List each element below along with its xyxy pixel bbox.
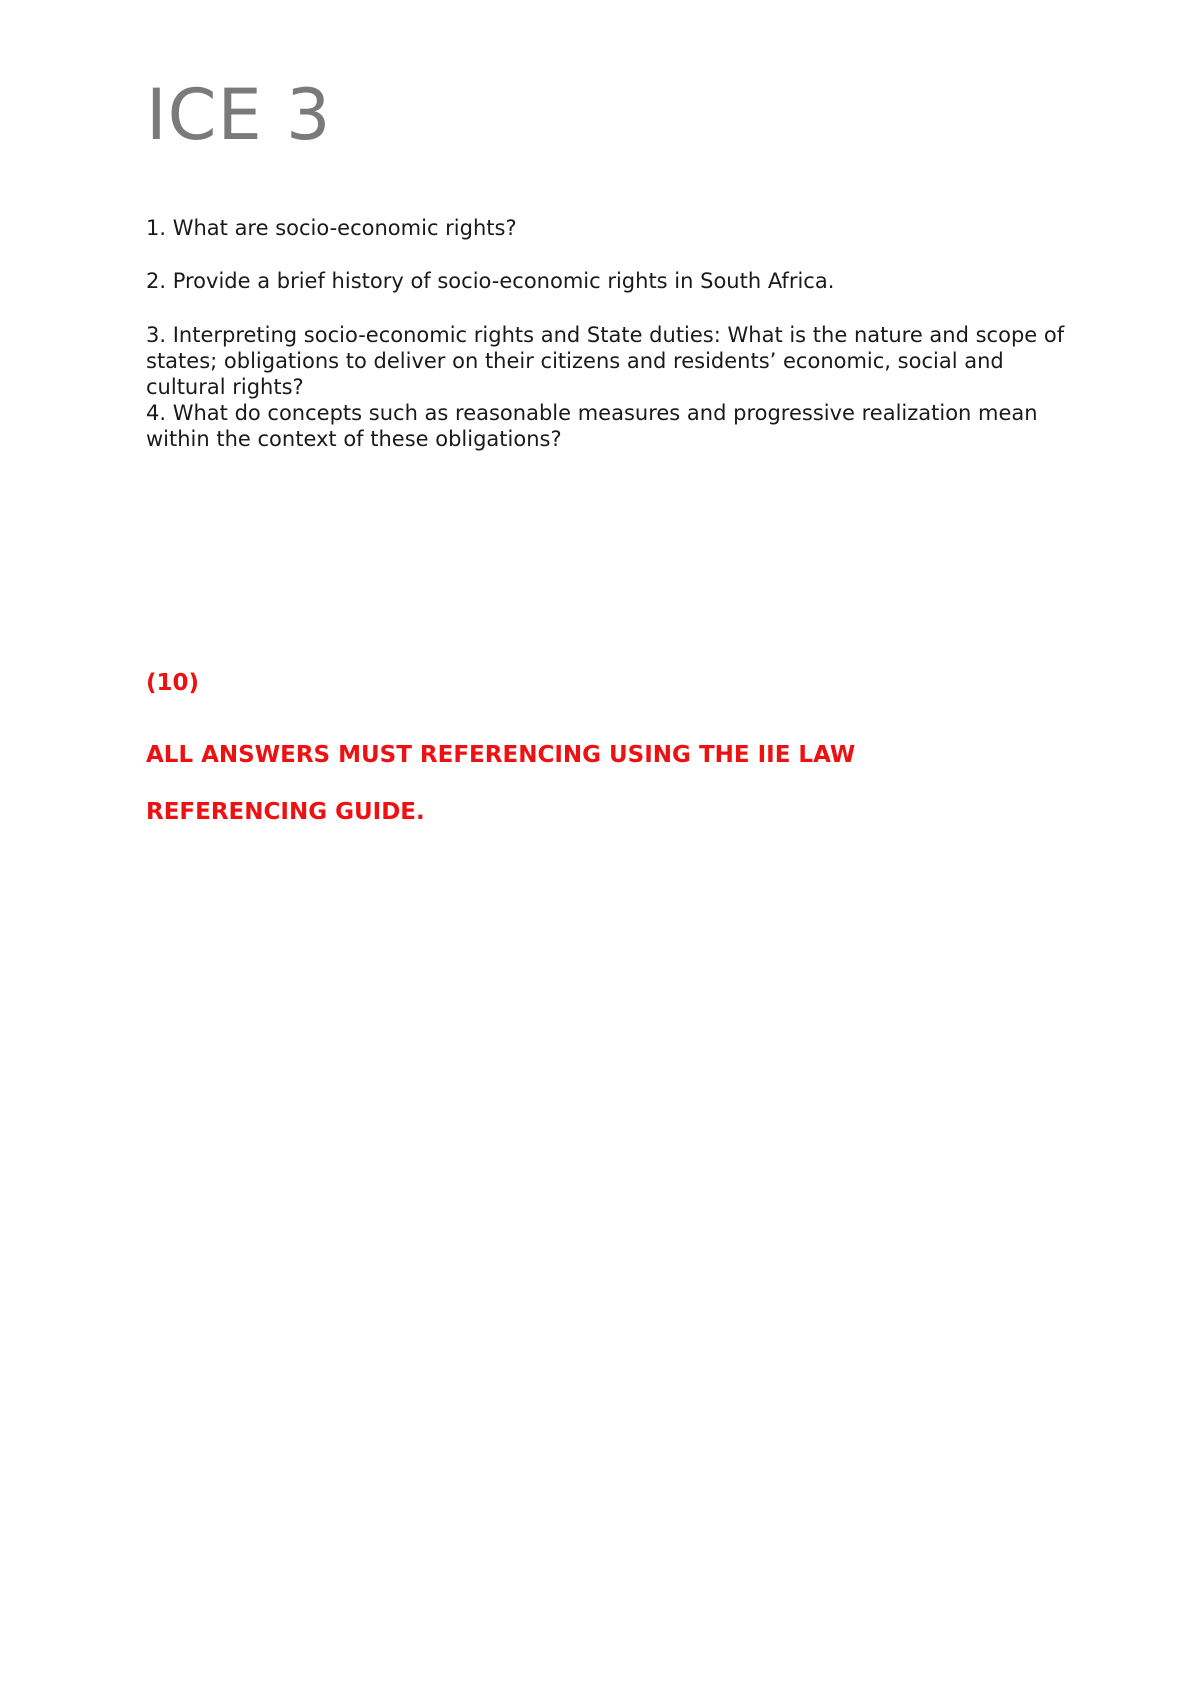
question-4: 4. What do concepts such as reasonable measures and progressive realization mean within the context of these obligations?	[146, 401, 1038, 451]
question-3: 3. Interpreting socio-economic rights and State duties: What is the nature and scope of states; obligations to deliver on their citizens and residents’ economic, social and cultural rights?	[146, 323, 1065, 399]
document-title: ICE 3	[146, 74, 332, 156]
marks-total: (10)	[146, 670, 200, 696]
question-1: 1. What are socio-economic rights?	[146, 216, 517, 240]
referencing-note-line-2: REFERENCING GUIDE.	[146, 799, 425, 825]
question-2: 2. Provide a brief history of socio-economic rights in South Africa.	[146, 269, 835, 293]
referencing-note-line-1: ALL ANSWERS MUST REFERENCING USING THE IIE LAW	[146, 742, 856, 768]
